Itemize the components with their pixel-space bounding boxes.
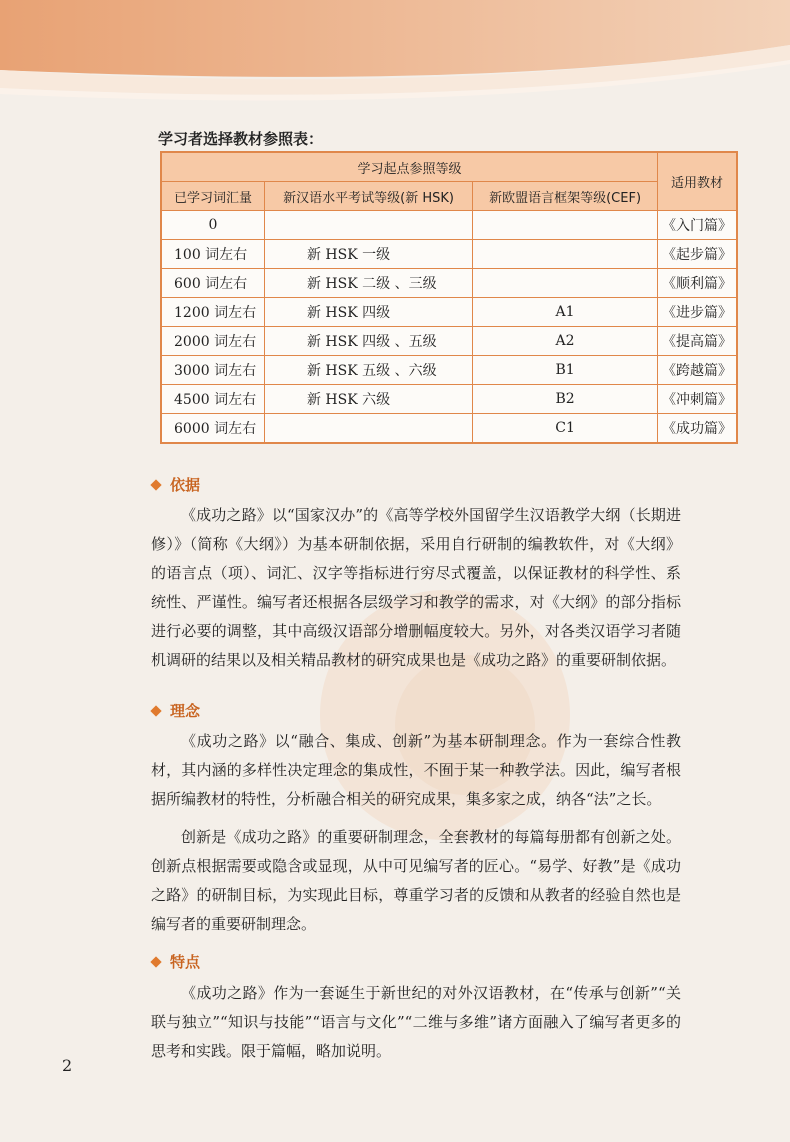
cell-textbook: 《顺利篇》 — [657, 269, 737, 298]
header-vocab: 已学习词汇量 — [161, 182, 264, 211]
diamond-bullet-icon — [150, 479, 161, 490]
table-header-row — [161, 152, 737, 182]
cell-cef: B1 — [473, 356, 658, 385]
section-heading-basis — [152, 474, 200, 495]
table-row — [161, 356, 737, 385]
cell-textbook: 《提高篇》 — [657, 327, 737, 356]
table-row — [161, 298, 737, 327]
cell-vocab: 600 词左右 — [161, 269, 264, 298]
table-row — [161, 269, 737, 298]
cell-vocab: 3000 词左右 — [161, 356, 264, 385]
cell-textbook: 《成功篇》 — [657, 414, 737, 444]
page-number: 2 — [62, 1056, 73, 1075]
cell-cef: A2 — [473, 327, 658, 356]
table-subheader-row — [161, 182, 737, 211]
section-title: 特点 — [170, 953, 201, 971]
header-group: 学习起点参照等级 — [161, 152, 657, 182]
cell-vocab: 0 — [161, 211, 264, 240]
header-cef: 新欧盟语言框架等级(CEF) — [473, 182, 658, 211]
reference-table — [160, 151, 738, 444]
section-title: 理念 — [170, 702, 201, 720]
cell-vocab: 100 词左右 — [161, 240, 264, 269]
cell-cef — [473, 269, 658, 298]
cell-cef: C1 — [473, 414, 658, 444]
diamond-bullet-icon — [150, 705, 161, 716]
cell-vocab: 4500 词左右 — [161, 385, 264, 414]
header-hsk: 新汉语水平考试等级(新 HSK) — [264, 182, 472, 211]
cell-cef: A1 — [473, 298, 658, 327]
table-row — [161, 211, 737, 240]
table-row — [161, 327, 737, 356]
cell-hsk: 新 HSK 四级 、五级 — [264, 327, 472, 356]
cell-vocab: 1200 词左右 — [161, 298, 264, 327]
table-row — [161, 240, 737, 269]
table-title: 学习者选择教材参照表： — [158, 130, 324, 148]
cell-textbook: 《冲刺篇》 — [657, 385, 737, 414]
cell-textbook: 《入门篇》 — [657, 211, 737, 240]
table-row — [161, 414, 737, 444]
paragraph-basis: 《成功之路》以“国家汉办”的《高等学校外国留学生汉语教学大纲（长期进修）》（简称《大纲》）为基本研制依据，采用自行研制的编教软件，对《大纲》的语言点（项）、词汇、汉字等指标进行穷尽式覆盖，以保证教材的科学性、系统性、严谨性。编写者还根据各层级学习和教学的需求，对《大纲》的部分指标进行必要的调整，其中高级汉语部分增删幅度较大。另外，对各类汉语学习者随机调研的结果以及相关精品教材的研究成果也是《成功之路》的重要研制依据。 — [151, 506, 681, 669]
diamond-bullet-icon — [150, 956, 161, 967]
cell-hsk — [264, 414, 472, 444]
cell-hsk: 新 HSK 四级 — [264, 298, 472, 327]
cell-hsk: 新 HSK 二级 、三级 — [264, 269, 472, 298]
cell-textbook: 《跨越篇》 — [657, 356, 737, 385]
cell-hsk: 新 HSK 五级 、六级 — [264, 356, 472, 385]
table-row — [161, 385, 737, 414]
cell-cef — [473, 211, 658, 240]
cell-textbook: 《进步篇》 — [657, 298, 737, 327]
cell-vocab: 6000 词左右 — [161, 414, 264, 444]
cell-hsk: 新 HSK 六级 — [264, 385, 472, 414]
cell-textbook: 《起步篇》 — [657, 240, 737, 269]
cell-hsk: 新 HSK 一级 — [264, 240, 472, 269]
paragraph-concept-1: 《成功之路》以“融合、集成、创新”为基本研制理念。作为一套综合性教材，其内涵的多样性决定理念的集成性，不囿于某一种教学法。因此，编写者根据所编教材的特性，分析融合相关的研究成果，集多家之成，纳各“法”之长。 — [151, 732, 681, 808]
section-title: 依据 — [170, 476, 201, 494]
cell-cef — [473, 240, 658, 269]
section-heading-features — [152, 951, 200, 972]
section-heading-concept — [152, 700, 200, 721]
cell-cef: B2 — [473, 385, 658, 414]
paragraph-features: 《成功之路》作为一套诞生于新世纪的对外汉语教材，在“传承与创新”“关联与独立”“知识与技能”“语言与文化”“二维与多维”诸方面融入了编写者更多的思考和实践。限于篇幅，略加说明。 — [151, 984, 681, 1060]
paragraph-concept-2: 创新是《成功之路》的重要研制理念，全套教材的每篇每册都有创新之处。创新点根据需要或隐含或显现，从中可见编写者的匠心。“易学、好教”是《成功之路》的研制目标，为实现此目标，尊重学习者的反馈和从教者的经验自然也是编写者的重要研制理念。 — [151, 828, 681, 933]
header-textbook: 适用教材 — [657, 152, 737, 211]
cell-vocab: 2000 词左右 — [161, 327, 264, 356]
cell-hsk — [264, 211, 472, 240]
